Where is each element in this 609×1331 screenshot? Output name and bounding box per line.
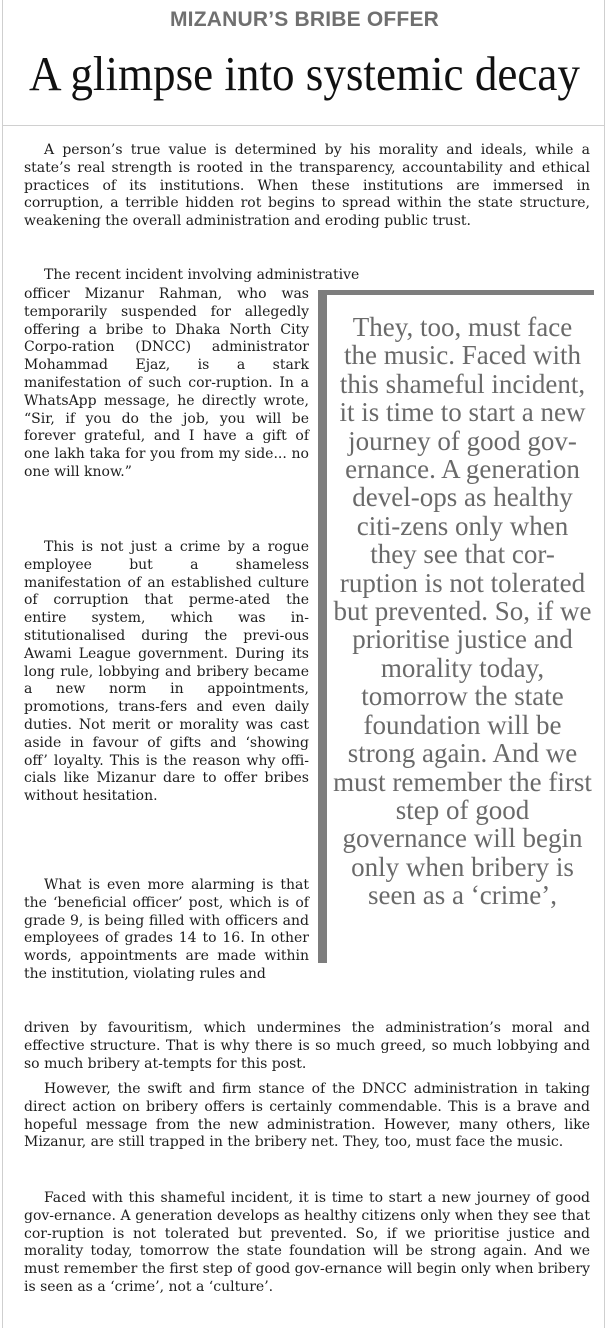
paragraph-incident-lead: The recent incident involving administrative bbox=[44, 267, 360, 283]
paragraph-intro: A person’s true value is determined by his morality and ideals, while a state’s real strength is rooted in the transparency, accountability and ethical practices of its institutions. When these institutions are immersed in corruption, a terrible hidden rot begins to spread within the state structure, weakening the overall administration and eroding public trust. bbox=[24, 142, 590, 230]
paragraph-dncc-stance: However, the swift and firm stance of the DNCC administration in taking direct action on bribery offers is certainly commendable. This is a brave and hopeful message from the new administration. However, many others, like Mizanur, are still trapped in the bribery net. They, too, must face the music. bbox=[24, 1081, 590, 1151]
paragraph-incident-body: officer Mizanur Rahman, who was temporarily suspended for allegedly offering a bribe to Dhaka North City Corpo-ration (DNCC) administrator Mohammad Ejaz, is a stark manifestation of such cor-ruption. In a WhatsApp message, he directly wrote, “Sir, if you do the job, you will be forever grateful, and I have a gift of one lakh taka for you from my side... no one will know.” bbox=[24, 286, 309, 480]
article-headline: A glimpse into systemic decay bbox=[29, 46, 580, 101]
pull-quote-text: They, too, must face the music. Faced with this shameful incident, it is time to start a new journey of good gov-ernance. A generation devel-ops as healthy citi-zens only when they see that cor-ruption is not tolerated but prevented. So, if we prioritise justice and morality today, tomorrow the state foundation will be strong again. And we must remember the first step of good governance will begin only when bribery is seen as a ‘crime’, bbox=[333, 312, 592, 911]
paragraph-alarming-continued: driven by favouritism, which undermines the administration’s moral and effective structure. That is why there is so much greed, so much lobbying and so much bribery at-tempts for this post. bbox=[24, 1020, 590, 1072]
paragraph-alarming: What is even more alarming is that the ‘beneficial officer’ post, which is of grade 9, is being filled with officers and employees of grades 14 to 16. In other words, appointments are made within the institution, violating rules and bbox=[24, 877, 309, 982]
article-kicker: MIZANUR’S BRIBE OFFER bbox=[169, 8, 440, 31]
paragraph-culture: This is not just a crime by a rogue employee but a shameless manifestation of an established culture of corruption that perme-ated the entire system, which was in-stitutionalised during the previ-ous Awami League government. During its long rule, lobbying and bribery became a new norm in appointments, promotions, trans-fers and even daily duties. Not merit or morality was cast aside in favour of gifts and ‘showing off’ loyalty. This is the reason why offi-cials like Mizanur dare to offer bribes without hesitation. bbox=[24, 539, 309, 805]
divider bbox=[2, 125, 605, 126]
pull-quote-box bbox=[318, 290, 594, 963]
paragraph-conclusion: Faced with this shameful incident, it is time to start a new journey of good gov-ernance. A generation develops as healthy citizens only when they see that cor-ruption is not tolerated but prevented. So, if we prioritise justice and morality today, tomorrow the state foundation will be strong again. And we must remember the first step of good gov-ernance will begin only when bribery is seen as a ‘crime’, not a ‘culture’. bbox=[24, 1190, 590, 1295]
